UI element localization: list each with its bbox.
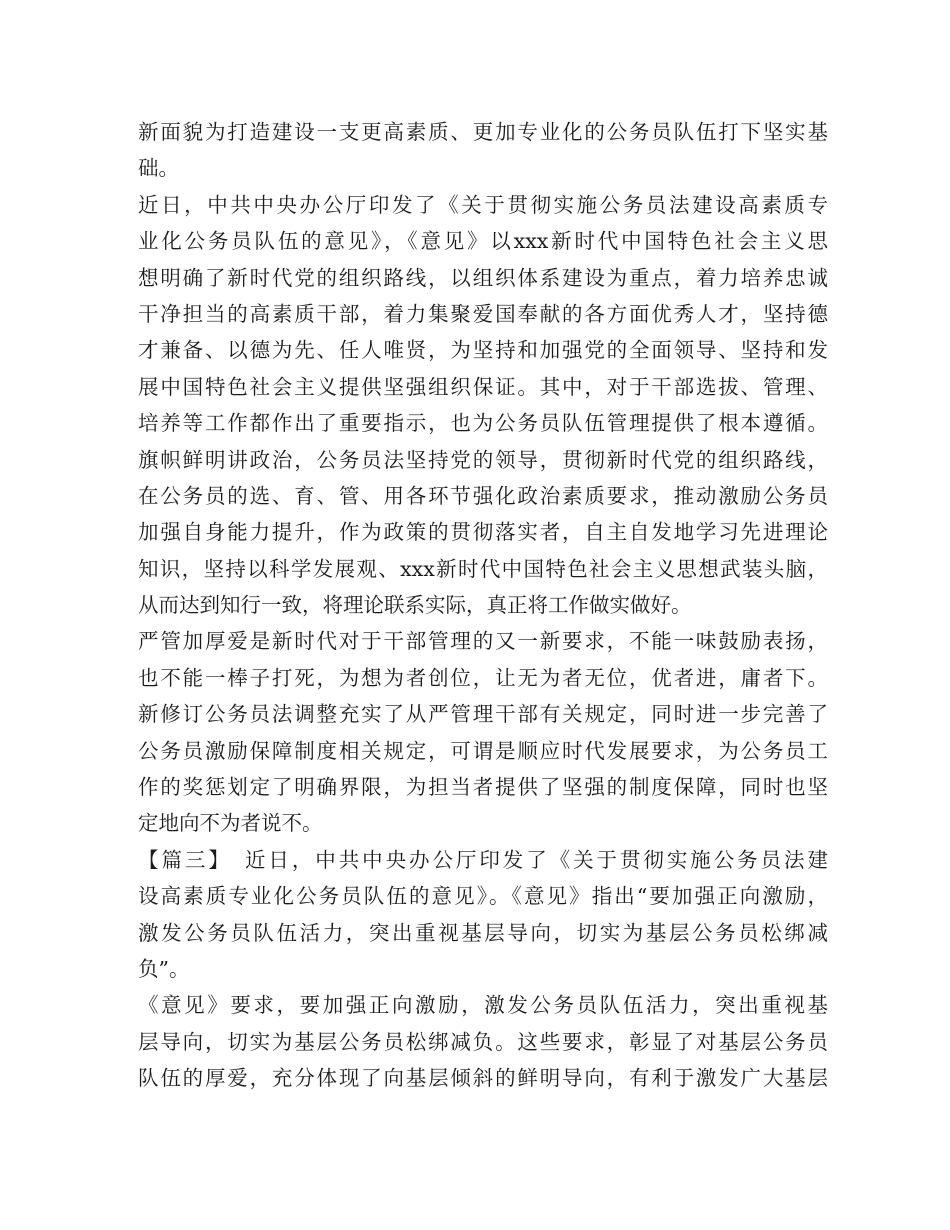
text-line: 严管加厚爱是新时代对于干部管理的又一新要求，不能一味鼓励表扬， <box>138 629 828 654</box>
text-line: 也不能一棒子打死，为想为者创位，让无为者无位，优者进，庸者下。 <box>138 665 828 690</box>
text-line: 公务员激励保障制度相关规定，可谓是顺应时代发展要求，为公务员工 <box>138 738 828 763</box>
text-line: 激发公务员队伍活力，突出重视基层导向，切实为基层公务员松绑减 <box>138 920 828 945</box>
text-line: 培养等工作都作出了重要指示，也为公务员队伍管理提供了根本遵循。 <box>138 411 828 436</box>
text-line: 展中国特色社会主义提供坚强组织保证。其中，对于干部选拔、管理、 <box>138 374 828 399</box>
text-line: 础。 <box>138 156 179 181</box>
text-line: 【篇三】 近日，中共中央办公厅印发了《关于贯彻实施公务员法建 <box>138 847 828 872</box>
text-line: 《意见》要求，要加强正向激励，激发公务员队伍活力，突出重视基 <box>138 993 828 1018</box>
text-line: 知识，坚持以科学发展观、xxx新时代中国特色社会主义思想武装头脑， <box>138 556 828 581</box>
text-line: 定地向不为者说不。 <box>138 811 323 836</box>
text-line: 近日，中共中央办公厅印发了《关于贯彻实施公务员法建设高素质专 <box>138 192 828 217</box>
body-text <box>138 114 828 1097</box>
text-line: 作的奖惩划定了明确界限，为担当者提供了坚强的制度保障，同时也坚 <box>138 775 828 800</box>
text-line: 新修订公务员法调整充实了从严管理干部有关规定，同时进一步完善了 <box>138 702 828 727</box>
text-line: 想明确了新时代党的组织路线，以组织体系建设为重点，着力培养忠诚 <box>138 265 828 290</box>
text-line: 设高素质专业化公务员队伍的意见》。《意见》指出“要加强正向激励， <box>138 884 828 909</box>
text-line: 层导向，切实为基层公务员松绑减负。这些要求，彰显了对基层公务员 <box>138 1029 828 1054</box>
text-line: 加强自身能力提升，作为政策的贯彻落实者，自主自发地学习先进理论 <box>138 520 828 545</box>
text-line: 在公务员的选、育、管、用各环节强化政治素质要求，推动激励公务员 <box>138 483 828 508</box>
text-line: 负”。 <box>138 956 190 981</box>
text-line: 干净担当的高素质干部，着力集聚爱国奉献的各方面优秀人才，坚持德 <box>138 301 828 326</box>
text-line: 新面貌为打造建设一支更高素质、更加专业化的公务员队伍打下坚实基 <box>138 120 828 144</box>
text-line: 队伍的厚爱，充分体现了向基层倾斜的鲜明导向，有利于激发广大基层 <box>138 1066 828 1091</box>
text-line: 旗帜鲜明讲政治，公务员法坚持党的领导，贯彻新时代党的组织路线， <box>138 447 828 472</box>
text-line: 业化公务员队伍的意见》，《意见》以xxx新时代中国特色社会主义思 <box>138 229 828 254</box>
text-line: 才兼备、以德为先、任人唯贤，为坚持和加强党的全面领导、坚持和发 <box>138 338 828 363</box>
text-line: 从而达到知行一致，将理论联系实际，真正将工作做实做好。 <box>138 593 692 618</box>
